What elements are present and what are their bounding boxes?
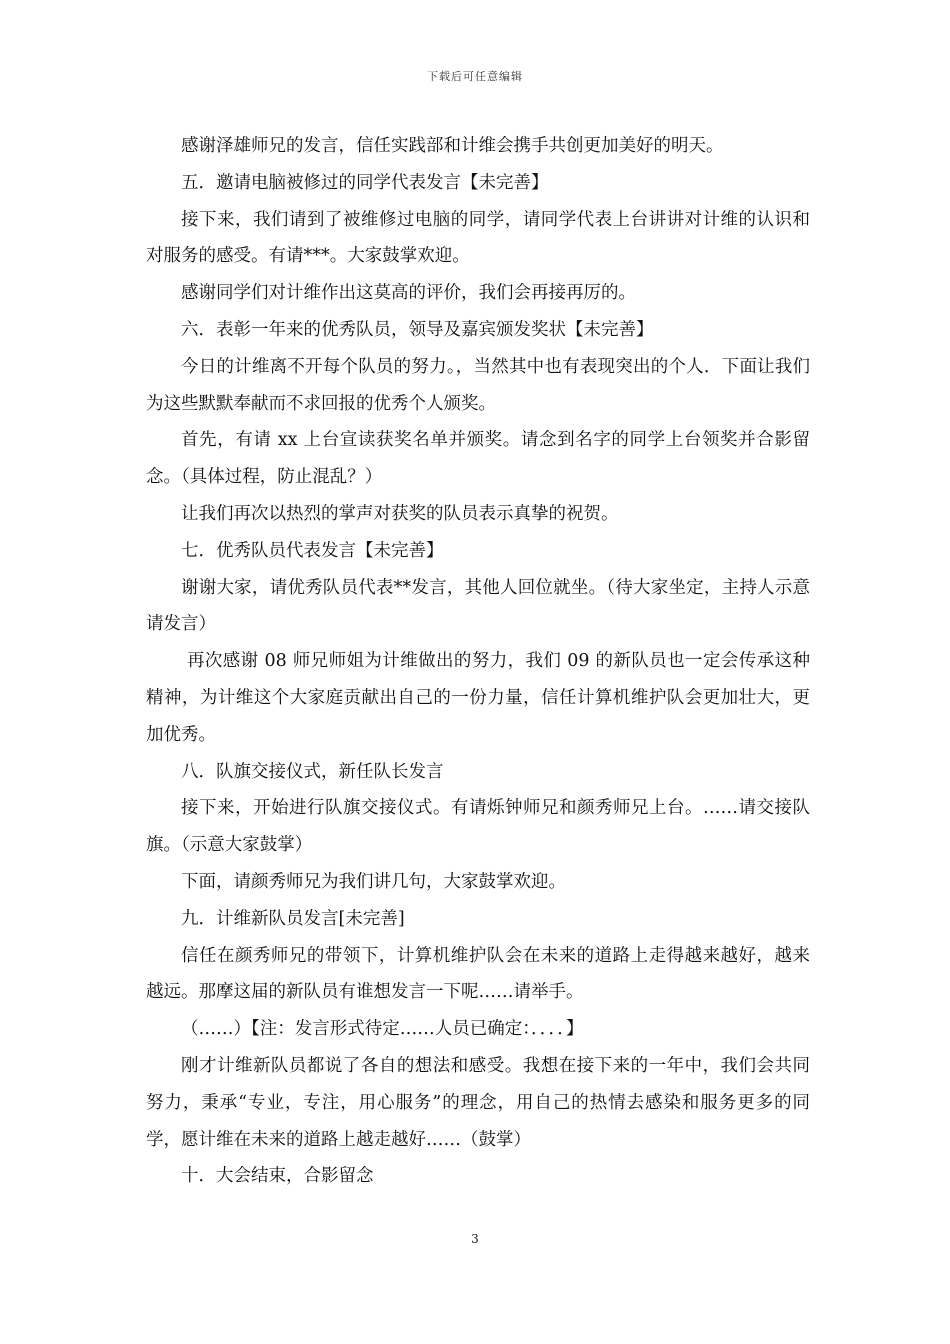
section-heading: 七．优秀队员代表发言【未完善】 — [181, 540, 444, 561]
paragraph: 谢谢大家，请优秀队员代表**发言，其他人回位就坐。（待大家坐定，主持人示意请发言） — [146, 577, 810, 635]
paragraph: 接下来，开始进行队旗交接仪式。有请烁钟师兄和颜秀师兄上台。……请交接队旗。（示意大家鼓掌） — [146, 798, 810, 856]
section-heading: 八．队旗交接仪式，新任队长发言 — [181, 761, 444, 782]
page-number: 3 — [471, 1232, 479, 1246]
section-heading: 九．计维新队员发言[未完善] — [181, 908, 405, 929]
paragraph: 刚才计维新队员都说了各自的想法和感受。我想在接下来的一年中，我们会共同努力，秉承“专业，专注，用心服务”的理念，用自己的热情去感染和服务更多的同学，愿计维在未来的道路上越走越好……（鼓掌） — [146, 1055, 810, 1150]
section-heading: 五．邀请电脑被修过的同学代表发言【未完善】 — [181, 172, 549, 193]
paragraph: 感谢同学们对计维作出这莫高的评价，我们会再接再厉的。 — [181, 283, 636, 304]
document-body — [146, 128, 810, 1195]
paragraph: 感谢泽雄师兄的发言，信任实践部和计维会携手共创更加美好的明天。 — [181, 136, 724, 156]
section-heading: 十．大会结束，合影留念 — [181, 1166, 374, 1187]
paragraph: 今日的计维离不开每个队员的努力。，当然其中也有表现突出的个人．下面让我们为这些默默奉献而不求回报的优秀个人颁奖。 — [146, 356, 810, 414]
paragraph: 再次感谢 08 师兄师姐为计维做出的努力，我们 09 的新队员也一定会传承这种精神，为计维这个大家庭贡献出自己的一份力量，信任计算机维护队会更加壮大，更加优秀。 — [146, 651, 810, 745]
paragraph: （……）【注：发言形式待定……人员已确定：．．．．】 — [181, 1019, 584, 1040]
page-header-note: 下载后可任意编辑 — [427, 70, 523, 83]
paragraph: 信任在颜秀师兄的带领下，计算机维护队会在未来的道路上走得越来越好，越来越远。那摩这届的新队员有谁想发言一下呢……请举手。 — [146, 945, 810, 1003]
paragraph: 让我们再次以热烈的掌声对获奖的队员表示真挚的祝贺。 — [181, 503, 619, 524]
paragraph: 首先，有请 xx 上台宣读获奖名单并颁奖。请念到名字的同学上台领奖并合影留念。（具体过程，防止混乱？） — [146, 430, 810, 488]
section-heading: 六．表彰一年来的优秀队员，领导及嘉宾颁发奖状【未完善】 — [181, 319, 654, 340]
paragraph: 接下来，我们请到了被维修过电脑的同学，请同学代表上台讲讲对计维的认识和对服务的感受。有请***。大家鼓掌欢迎。 — [146, 209, 810, 267]
paragraph: 下面，请颜秀师兄为我们讲几句，大家鼓掌欢迎。 — [181, 871, 566, 892]
